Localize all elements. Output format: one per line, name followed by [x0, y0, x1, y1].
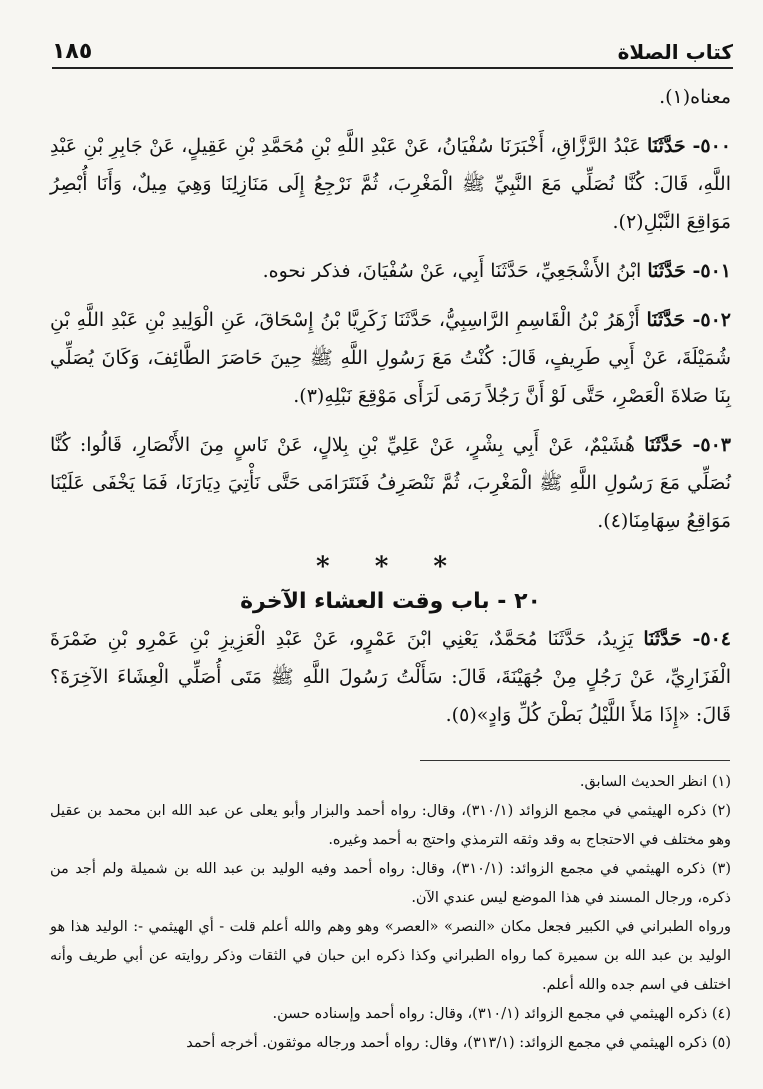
hadith-text: أَزْهَرُ بْنُ الْقَاسِمِ الرَّاسِبِيُّ، حَدَّثَنَا زَكَرِيَّا بْنُ إِسْحَاقَ، عَنِ الْوَلِيدِ بْنِ عَبْدِ اللَّهِ بْنِ شُمَيْلَةَ، عَنْ أَبِي طَرِيفٍ، قَالَ: كُنْتُ مَعَ رَسُولِ اللَّهِ ﷺ حِينَ حَاصَرَ الطَّائِفَ، وَكَانَ يُصَلِّي بِنَا صَلاةَ الْعَصْرِ، حَتَّى لَوْ أَنَّ رَجُلاً رَمَى لَرَأَى مَوْقِعَ نَبْلِهِ(٣). — [50, 309, 731, 407]
hadith-number: ٥٠٢- حَدَّثَنَا — [646, 309, 731, 331]
hadith-number: ٥٠٤- حَدَّثَنَا — [643, 628, 732, 650]
hadith-number: ٥٠٠- حَدَّثَنَا — [647, 135, 731, 157]
hadith-number: ٥٠١- حَدَّثَنَا — [647, 260, 731, 282]
hadith-text: هُشَيْمٌ، عَنْ أَبِي بِشْرٍ، عَنْ عَلِيِّ بْنِ بِلالٍ، عَنْ نَاسٍ مِنَ الأَنْصَارِ، قَالُوا: كُنَّا نُصَلِّي مَعَ رَسُولِ اللَّهِ ﷺ الْمَغْرِبَ، ثُمَّ نَنْصَرِفُ فَنَتَرَامَى حَتَّى نَأْتِيَ دِيَارَنَا، فَمَا يَخْفَى عَلَيْنَا مَوَاقِعُ سِهَامِنَا(٤). — [50, 434, 731, 532]
header-rule — [52, 67, 733, 69]
section-divider: * * * — [316, 552, 465, 582]
hadith-501 — [50, 252, 731, 290]
hadith-503 — [50, 426, 731, 540]
running-title: كتاب الصلاة — [617, 40, 733, 64]
footnote-5: (٥) ذكره الهيثمي في مجمع الزوائد: (٣١٣/١)، وقال: رواه أحمد ورجاله موثقون. أخرجه أحمد — [186, 1035, 731, 1051]
hadith-text: عَبْدُ الرَّزَّاقِ، أَخْبَرَنَا سُفْيَانُ، عَنْ عَبْدِ اللَّهِ بْنِ مُحَمَّدِ بْنِ عَقِيلٍ، عَنْ جَابِرِ بْنِ عَبْدِ اللَّهِ، قَالَ: كُنَّا نُصَلِّي مَعَ النَّبِيِّ ﷺ الْمَغْرِبَ، ثُمَّ نَرْجِعُ إِلَى مَنَازِلِنَا وَهِيَ مِيلٌ، وَأَنَا أُبْصِرُ مَوَاقِعَ النَّبْلِ(٢). — [50, 135, 731, 233]
footnote-4: (٤) ذكره الهيثمي في مجمع الزوائد (٣١٠/١)، وقال: رواه أحمد وإسناده حسن. — [272, 1006, 731, 1022]
hadith-text: يَزِيدُ، حَدَّثَنَا مُحَمَّدٌ، يَعْنِي ابْنَ عَمْرٍو، عَنْ عَبْدِ الْعَزِيزِ بْنِ عَمْرِو بْنِ ضَمْرَةَ الْفَزَارِيِّ، عَنْ رَجُلٍ مِنْ جُهَيْنَةَ، قَالَ: سَأَلْتُ رَسُولَ اللَّهِ ﷺ مَتَى أُصَلِّي الْعِشَاءَ الآخِرَةَ؟ قَالَ: «إِذَا مَلأَ اللَّيْلُ بَطْنَ كُلِّ وَادٍ»(٥). — [50, 628, 731, 726]
hadith-number: ٥٠٣- حَدَّثَنَا — [644, 434, 731, 456]
footnote-3-continued: ورواه الطبراني في الكبير فجعل مكان «النصر» «العصر» وهو وهم والله أعلم قلت - أي الهيثمي -: الوليد هذا هو الوليد بن عبد الله بن سميرة كما رواه الطبراني وكذا ذكره ابن حبان في الثقات وذكر روايته عن أبي طريف وأنه اختلف في اسم جده والله أعلم. — [50, 919, 731, 993]
hadith-500 — [50, 127, 731, 241]
page-number: ١٨٥ — [52, 39, 93, 64]
main-text — [50, 78, 731, 734]
carryover-line: معناه(١). — [659, 86, 731, 108]
footnote-3: (٣) ذكره الهيثمي في مجمع الزوائد: (٣١٠/١)، وقال: رواه أحمد وفيه الوليد بن عبد الله بن شميلة ولم أجد من ذكره، ورجال المسند في هذا الموضع ليس عندي الآن. — [50, 861, 731, 906]
footnote-1: (١) انظر الحديث السابق. — [579, 774, 731, 790]
page-header — [52, 34, 733, 64]
footnote-2: (٢) ذكره الهيثمي في مجمع الزوائد (٣١٠/١)، وقال: رواه أحمد والبزار وأبو يعلى عن عبد الله ابن محمد بن عقيل وهو مختلف في الاحتجاج به وقد وثقه الترمذي واحتج به أحمد وغيره. — [50, 803, 731, 848]
footnotes — [50, 768, 731, 1058]
footnote-rule — [420, 760, 730, 761]
chapter-title: ٢٠ - باب وقت العشاء الآخرة — [240, 589, 541, 614]
hadith-502 — [50, 301, 731, 415]
hadith-504 — [50, 620, 731, 734]
hadith-text: ابْنُ الأَشْجَعِيِّ، حَدَّثَنَا أَبِي، عَنْ سُفْيَانَ، فذكر نحوه. — [262, 260, 648, 282]
